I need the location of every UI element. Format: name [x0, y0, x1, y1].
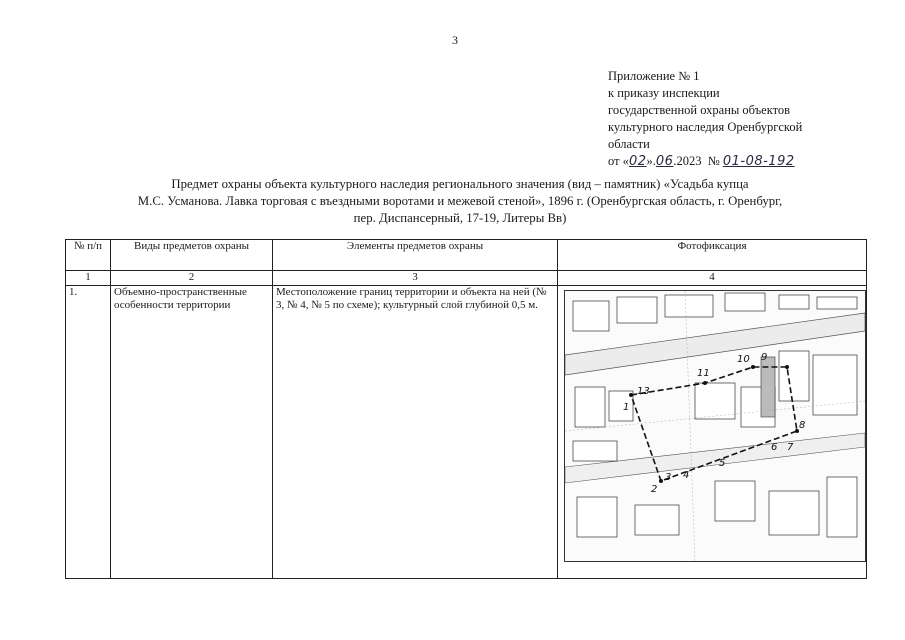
- map-point-label: 7: [787, 442, 794, 453]
- appendix-line: области: [608, 137, 650, 151]
- column-number: 1: [66, 271, 111, 286]
- header-kind: Виды предметов охраны: [111, 240, 273, 271]
- column-number: 4: [558, 271, 867, 286]
- appendix-header: [608, 68, 802, 170]
- map-point-label: 4: [683, 470, 690, 481]
- map-point-label: 13: [637, 386, 650, 397]
- map-point-label: 10: [737, 354, 750, 365]
- cadastral-map-drawing: [565, 291, 865, 561]
- appendix-line: культурного наследия Оренбургской: [608, 120, 803, 134]
- table-row: [66, 286, 867, 579]
- date-month: 06: [655, 154, 674, 169]
- map-point-label: 5: [719, 458, 726, 469]
- document-title: [70, 176, 850, 227]
- number-prefix: №: [707, 154, 720, 168]
- site-scheme-map: [564, 290, 866, 562]
- column-number-row: [66, 271, 867, 286]
- table-header-row: [66, 240, 867, 271]
- column-number: 2: [111, 271, 273, 286]
- row-elements: Местоположение границ территории и объекта на ней (№ 3, № 4, № 5 по схеме); культурный слой глубиной 0,5 м.: [273, 286, 558, 579]
- order-number: 01-08-192: [722, 154, 795, 169]
- appendix-line: государственной охраны объектов: [608, 103, 791, 117]
- page-number: 3: [452, 33, 458, 47]
- date-day: 02: [628, 154, 647, 169]
- map-point-label: 9: [761, 352, 768, 363]
- row-kind: Объемно-пространственные особенности территории: [111, 286, 273, 579]
- row-photo: [558, 286, 867, 579]
- map-point-label: 1: [623, 402, 630, 413]
- map-point-label: 8: [799, 420, 806, 431]
- row-number: 1.: [66, 286, 111, 579]
- header-photo: Фотофиксация: [558, 240, 867, 271]
- map-point-label: 11: [697, 368, 710, 379]
- title-line: М.С. Усманова. Лавка торговая с въездными воротами и межевой стеной», 1896 г. (Оренбургская область, г. Оренбург,: [137, 194, 783, 208]
- appendix-date: [608, 153, 802, 170]
- map-point-label: 6: [771, 442, 778, 453]
- appendix-line: к приказу инспекции: [608, 86, 720, 100]
- protection-table: [65, 239, 867, 579]
- appendix-title: Приложение № 1: [608, 69, 700, 83]
- header-elements: Элементы предметов охраны: [273, 240, 558, 271]
- map-point-label: 3: [665, 472, 672, 483]
- date-separator: ».: [646, 154, 656, 168]
- column-number: 3: [273, 271, 558, 286]
- title-line: пер. Диспансерный, 17-19, Литеры Вв): [353, 211, 567, 225]
- map-point-label: 2: [651, 484, 658, 495]
- date-prefix: от «: [608, 154, 629, 168]
- title-line: Предмет охраны объекта культурного наследия регионального значения (вид – памятник) «Усадьба купца: [171, 177, 749, 191]
- header-number: № п/п: [66, 240, 111, 271]
- date-year: .2023: [673, 154, 702, 168]
